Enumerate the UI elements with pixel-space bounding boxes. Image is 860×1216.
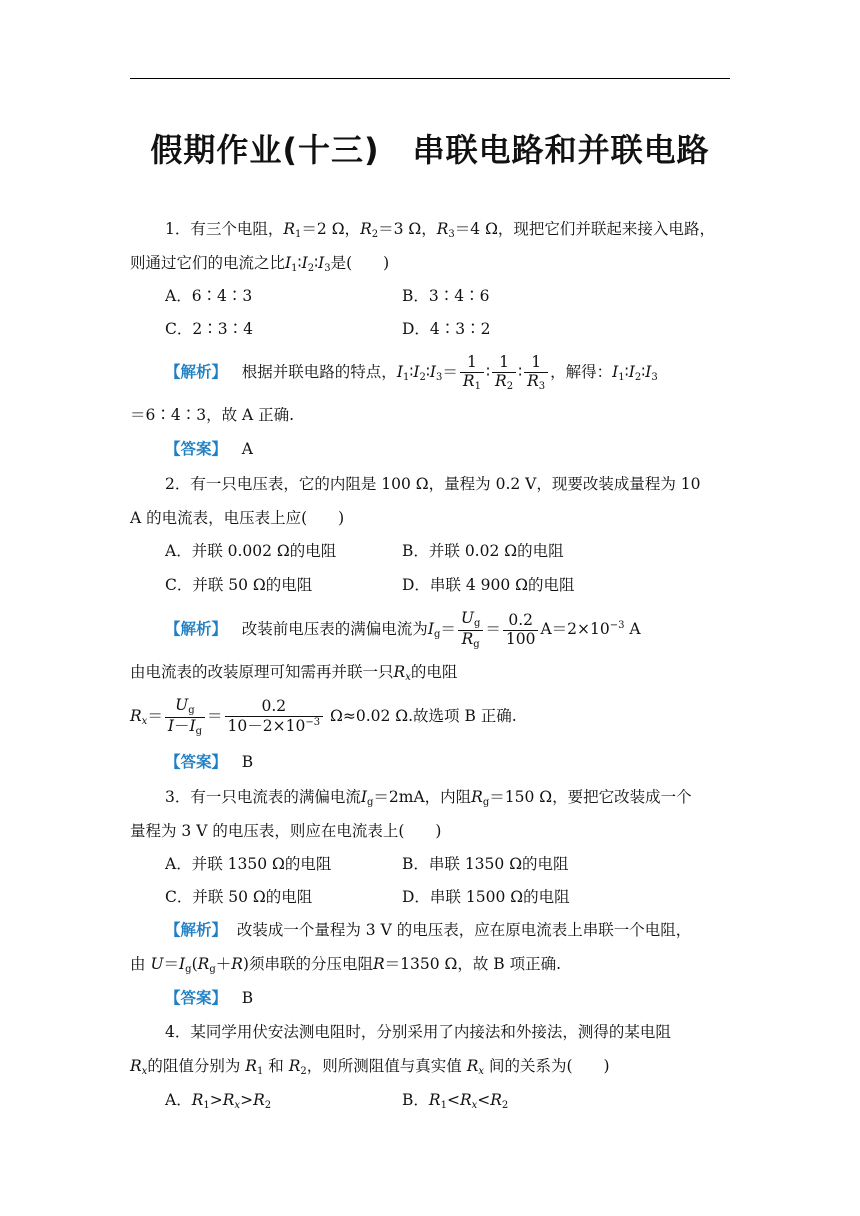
q2-analysis-line2: 由电流表的改装原理可知需再并联一只$R_x$的电阻 (130, 663, 458, 683)
q2-option-d: D．串联 4 900 Ω的电阻 (402, 576, 575, 594)
q2-answer: 【答案】 B (165, 753, 254, 771)
answer-label: 【答案】 (165, 989, 228, 1007)
fraction-ug-over-rg: $\frac{U_g}{R_g}$ (458, 610, 483, 650)
answer-label: 【答案】 (165, 440, 228, 458)
q4-stem-line1: 4．某同学用伏安法测电阻时，分别采用了内接法和外接法，测得的某电阻 (165, 1023, 671, 1041)
q3-analysis-line2: 由 $U=I_g(R_g+R)$须串联的分压电阻R＝1350 Ω，故 B 项正确. (130, 955, 562, 975)
q4-option-b: B．$R_1<R_x<R_2$ (402, 1091, 509, 1111)
q1-answer: 【答案】 A (165, 440, 253, 458)
q2-stem-line2: A 的电流表，电压表上应( ) (130, 509, 345, 527)
q1-option-b: B．3∶4∶6 (402, 287, 490, 305)
q2-option-b: B．并联 0.02 Ω的电阻 (402, 542, 564, 560)
q1-stem-line1: 1．有三个电阻，$R_1=2$ Ω，$R_2=3$ Ω，$R_3=4$ Ω，现把它们并联起来接入电路， (165, 220, 715, 240)
fraction-ug-over-i-minus-ig: $\frac{U_g}{I-I_g}$ (165, 697, 205, 737)
analysis-label: 【解析】 (165, 363, 228, 382)
q1-analysis-line1: 【解析】 根据并联电路的特点，$I_1∶I_2∶I_3=$ $\frac{1}{R_1}$ ∶ $\frac{1}{R_2}$ ∶ $\frac{1}{R_3}$ ，解得：$I_1∶I_2∶I_3$ (165, 353, 658, 392)
analysis-label: 【解析】 (165, 921, 228, 939)
fraction-1-over-r3: $\frac{1}{R_3}$ (524, 354, 548, 392)
q3-analysis-line1: 【解析】 改装成一个量程为 3 V 的电压表，应在原电流表上串联一个电阻， (165, 921, 692, 939)
q2-analysis-line3: $R_x=$ $\frac{U_g}{I-I_g}$ ＝ $\frac{0.2}{10-2\times 10^{-3}}$ Ω≈0.02 Ω.故选项 B 正确. (130, 696, 517, 737)
page-title: 假期作业(十三) 串联电路和并联电路 (150, 131, 710, 169)
q3-answer: 【答案】 B (165, 989, 254, 1007)
q1-option-c: C．2∶3∶4 (165, 320, 253, 338)
q1-analysis-line2: ＝6∶4∶3，故 A 正确. (130, 406, 295, 424)
q4-stem-line2: $R_x$的阻值分别为 $R_1$ 和 $R_2$，则所测阻值与真实值 $R_x$ 间的关系为( ) (130, 1057, 610, 1077)
q3-option-c: C．并联 50 Ω的电阻 (165, 888, 313, 906)
fraction-1-over-r1: $\frac{1}{R_1}$ (460, 354, 484, 392)
q3-option-d: D．串联 1500 Ω的电阻 (402, 888, 570, 906)
q1-option-a: A．6∶4∶3 (165, 287, 253, 305)
answer-label: 【答案】 (165, 753, 228, 771)
q2-option-a: A．并联 0.002 Ω的电阻 (165, 542, 337, 560)
q3-option-a: A．并联 1350 Ω的电阻 (165, 855, 332, 873)
q3-stem-line1: 3．有一只电流表的满偏电流$I_g=2mA$，内阻$R_g=150$ Ω，要把它改装成一个 (165, 788, 692, 808)
q2-stem-line1: 2．有一只电压表，它的内阻是 100 Ω，量程为 0.2 V，现要改装成量程为 10 (165, 475, 701, 493)
q3-stem-line2: 量程为 3 V 的电压表，则应在电流表上( ) (130, 822, 442, 840)
q2-analysis-line1: 【解析】 改装前电压表的满偏电流为$I_g=$ $\frac{U_g}{R_g}$ ＝ $\frac{0.2}{100}$ $A=2\times 10^{-3}$ A (165, 609, 641, 650)
q4-option-a: A．$R_1>R_x>R_2$ (165, 1091, 272, 1111)
header-rule (130, 78, 730, 79)
fraction-1-over-r2: $\frac{1}{R_2}$ (492, 354, 516, 392)
q2-option-c: C．并联 50 Ω的电阻 (165, 576, 313, 594)
fraction-value: $\frac{0.2}{100}$ (503, 612, 539, 649)
q1-option-d: D．4∶3∶2 (402, 320, 491, 338)
q1-stem-line2: 则通过它们的电流之比$I_1∶I_2∶I_3$是( ) (130, 254, 390, 274)
analysis-label: 【解析】 (165, 620, 228, 638)
q3-option-b: B．串联 1350 Ω的电阻 (402, 855, 569, 873)
fraction-rx-value: $\frac{0.2}{10-2\times 10^{-3}}$ (225, 698, 324, 736)
